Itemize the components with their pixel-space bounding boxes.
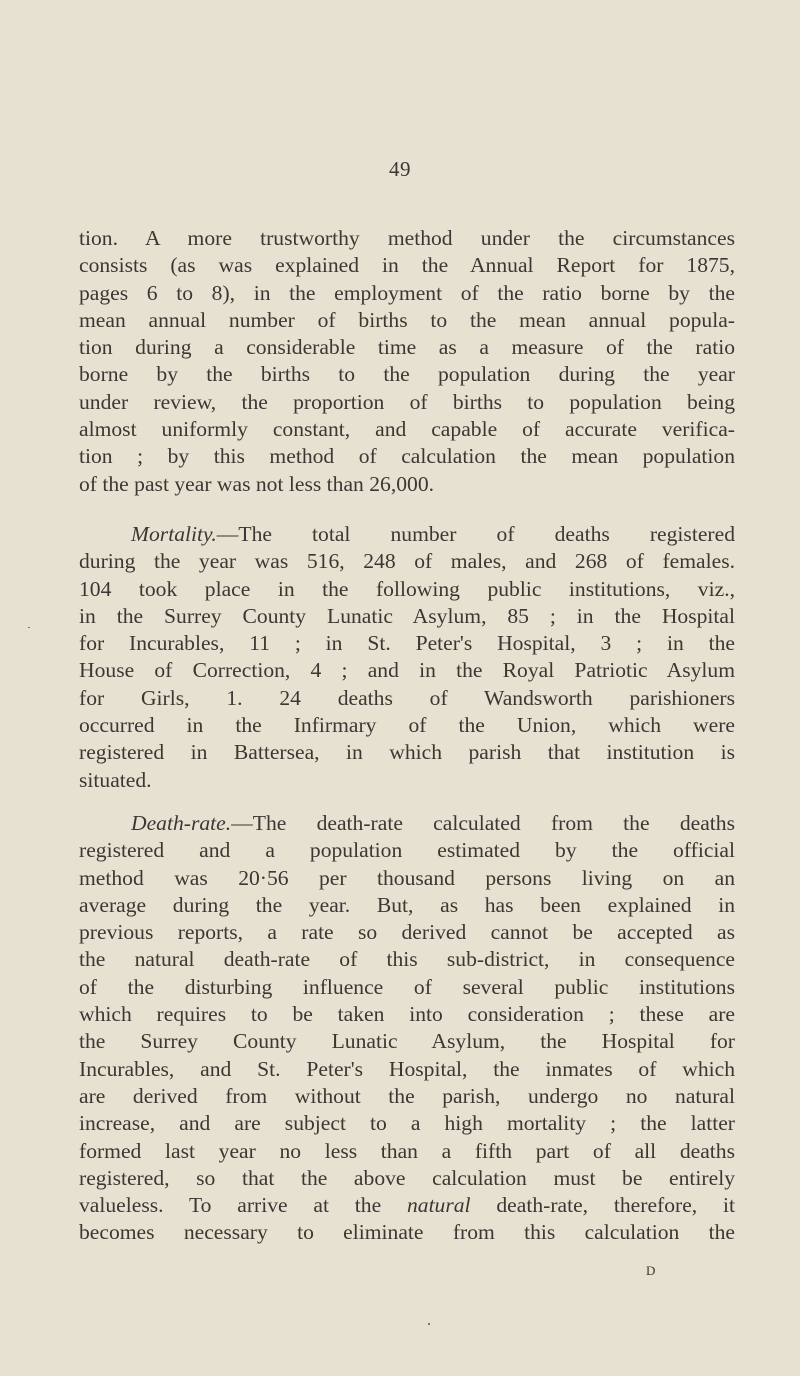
section-heading-death-rate: Death-rate. (131, 811, 232, 835)
emphasis-natural: natural (406, 1193, 471, 1218)
text-line: Incurables, and St. Peter's Hospital, the inmates of which (79, 1056, 735, 1081)
page-number: 49 (389, 157, 411, 181)
text-line: registered, so that the above calculation must be entirely (79, 1165, 735, 1190)
text-fragment: death-rate, therefore, it (470, 1193, 735, 1218)
text-line: which requires to be taken into consideration ; these are (79, 1002, 735, 1027)
section-heading-mortality: Mortality. (131, 522, 217, 546)
text-line: mean annual number of births to the mean annual popula- (79, 307, 735, 332)
text-line: increase, and are subject to a high mortality ; the latter (79, 1111, 735, 1136)
text-line: becomes necessary to eliminate from this calculation the (79, 1220, 735, 1245)
text-line: pages 6 to 8), in the employment of the ratio borne by the (79, 280, 735, 305)
text-line: method was 20·56 per thousand persons living on an (79, 865, 735, 890)
text-line: of the past year was not less than 26,000. (79, 471, 435, 496)
text-line: almost uniformly constant, and capable of accurate verifica- (79, 417, 735, 442)
text-line: are derived from without the parish, undergo no natural (79, 1083, 735, 1108)
text-line: tion. A more trustworthy method under the circumstances (79, 226, 735, 250)
text-line (79, 810, 735, 837)
text-line: 104 took place in the following public institutions, viz., (79, 576, 735, 601)
paper-speck (428, 1323, 430, 1325)
text-line: the Surrey County Lunatic Asylum, the Hospital for (79, 1029, 735, 1054)
text-line: occurred in the Infirmary of the Union, which were (79, 713, 735, 738)
text-line: previous reports, a rate so derived cannot be accepted as (79, 920, 735, 945)
text-line: of the disturbing influence of several public institutions (79, 974, 735, 999)
text-line: registered in Battersea, in which parish that institution is (79, 740, 735, 765)
paper-speck (28, 627, 30, 628)
text-fragment: —The death-rate calculated from the deaths (231, 811, 735, 835)
text-line: during the year was 516, 248 of males, and 268 of females. (79, 549, 735, 574)
paragraph-death-rate (79, 810, 735, 1247)
text-line: House of Correction, 4 ; and in the Royal Patriotic Asylum (79, 658, 735, 683)
paragraph-population-method (79, 225, 735, 498)
text-line: borne by the births to the population during the year (79, 362, 735, 387)
text-line: average during the year. But, as has been explained in (79, 892, 735, 917)
text-line: formed last year no less than a fifth part of all deaths (79, 1138, 735, 1163)
text-fragment: valueless. To arrive at the (79, 1193, 407, 1218)
text-line (79, 1192, 735, 1219)
text-line: tion during a considerable time as a measure of the ratio (79, 335, 735, 360)
text-fragment: —The total number of deaths registered (216, 522, 735, 546)
text-line: for Girls, 1. 24 deaths of Wandsworth parishioners (79, 685, 735, 710)
text-line: situated. (79, 767, 152, 792)
text-line: registered and a population estimated by the official (79, 838, 735, 863)
text-line: under review, the proportion of births to population being (79, 389, 735, 414)
text-line (79, 521, 735, 548)
text-line: in the Surrey County Lunatic Asylum, 85 ; in the Hospital (79, 603, 735, 628)
text-line: the natural death-rate of this sub-district, in consequence (79, 947, 735, 972)
paragraph-mortality (79, 521, 735, 794)
signature-mark: D (646, 1263, 656, 1278)
text-line: consists (as was explained in the Annual Report for 1875, (79, 253, 735, 278)
text-line: tion ; by this method of calculation the mean population (79, 444, 735, 469)
text-line: for Incurables, 11 ; in St. Peter's Hospital, 3 ; in the (79, 631, 735, 656)
